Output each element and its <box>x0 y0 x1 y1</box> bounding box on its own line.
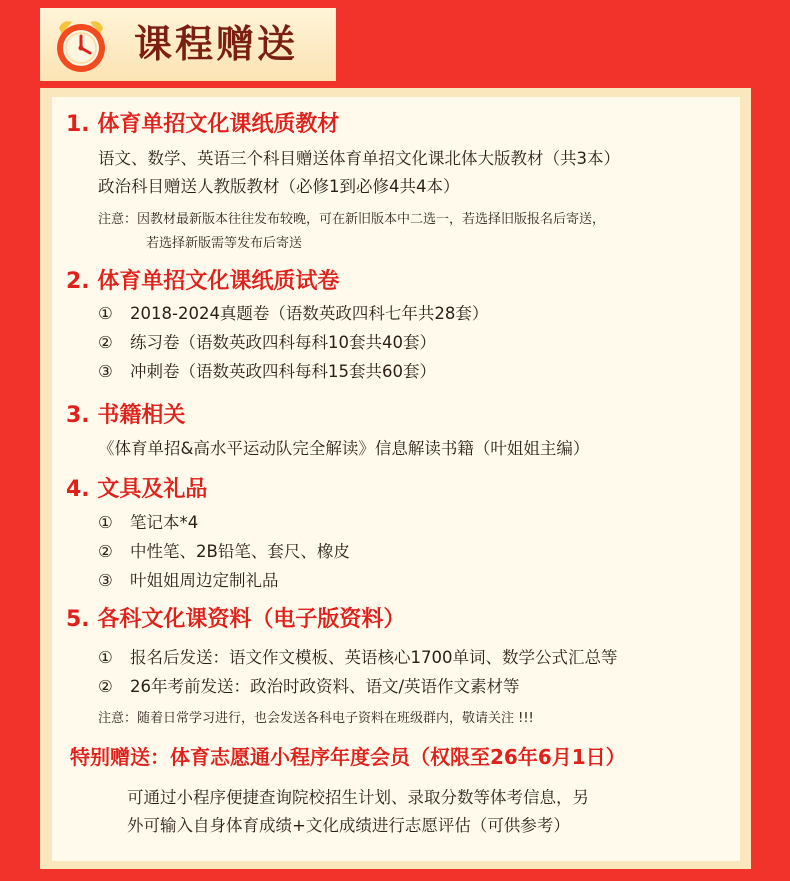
list-item: 中性笔、2B铅笔、套尺、橡皮 <box>130 542 350 561</box>
section-title: 3. 书籍相关 <box>66 403 186 428</box>
list-bullet: ② <box>98 677 113 696</box>
list-bullet: ① <box>98 648 113 667</box>
special-gift-line: 可通过小程序便捷查询院校招生计划、录取分数等体考信息，另 <box>127 788 589 807</box>
list-bullet: ② <box>98 333 113 352</box>
list-item: 笔记本*4 <box>130 513 199 532</box>
list-bullet: ① <box>98 513 113 532</box>
special-gift-line: 外可输入自身体育成绩+文化成绩进行志愿评估（可供参考） <box>127 816 570 835</box>
alarm-clock-icon <box>50 14 112 76</box>
section-note: 注意：因教材最新版本往往发布较晚，可在新旧版本中二选一，若选择旧版报名后寄送， <box>98 212 606 227</box>
section-line: 政治科目赠送人教版教材（必修1到必修4共4本） <box>98 177 460 196</box>
list-bullet: ① <box>98 304 113 323</box>
section-title: 4. 文具及礼品 <box>66 477 208 502</box>
section-line: 《体育单招&高水平运动队完全解读》信息解读书籍（叶姐姐主编） <box>98 439 590 458</box>
section-note: 若选择新版需等发布后寄送 <box>146 236 303 251</box>
section-title: 2. 体育单招文化课纸质试卷 <box>66 269 340 294</box>
list-bullet: ③ <box>98 362 113 381</box>
list-item: 报名后发送：语文作文模板、英语核心1700单词、数学公式汇总等 <box>130 648 618 667</box>
list-item: 冲刺卷（语数英政四科每科15套共60套） <box>130 362 436 381</box>
list-bullet: ② <box>98 542 113 561</box>
header-banner <box>40 8 336 81</box>
section-line: 语文、数学、英语三个科目赠送体育单招文化课北体大版教材（共3本） <box>98 149 620 168</box>
list-bullet: ③ <box>98 571 113 590</box>
list-item: 2018-2024真题卷（语数英政四科七年共28套） <box>130 304 489 323</box>
list-item: 练习卷（语数英政四科每科10套共40套） <box>130 333 436 352</box>
list-item: 26年考前发送：政治时政资料、语文/英语作文素材等 <box>130 677 520 696</box>
section-title: 1. 体育单招文化课纸质教材 <box>66 112 340 137</box>
page-title: 课程赠送 <box>134 22 299 66</box>
list-item: 叶姐姐周边定制礼品 <box>130 571 279 590</box>
special-gift-title: 特别赠送：体育志愿通小程序年度会员（权限至26年6月1日） <box>70 745 626 769</box>
section-title: 5. 各科文化课资料（电子版资料） <box>66 607 406 632</box>
section-note: 注意：随着日常学习进行，也会发送各科电子资料在班级群内，敬请关注 !!! <box>98 711 534 726</box>
